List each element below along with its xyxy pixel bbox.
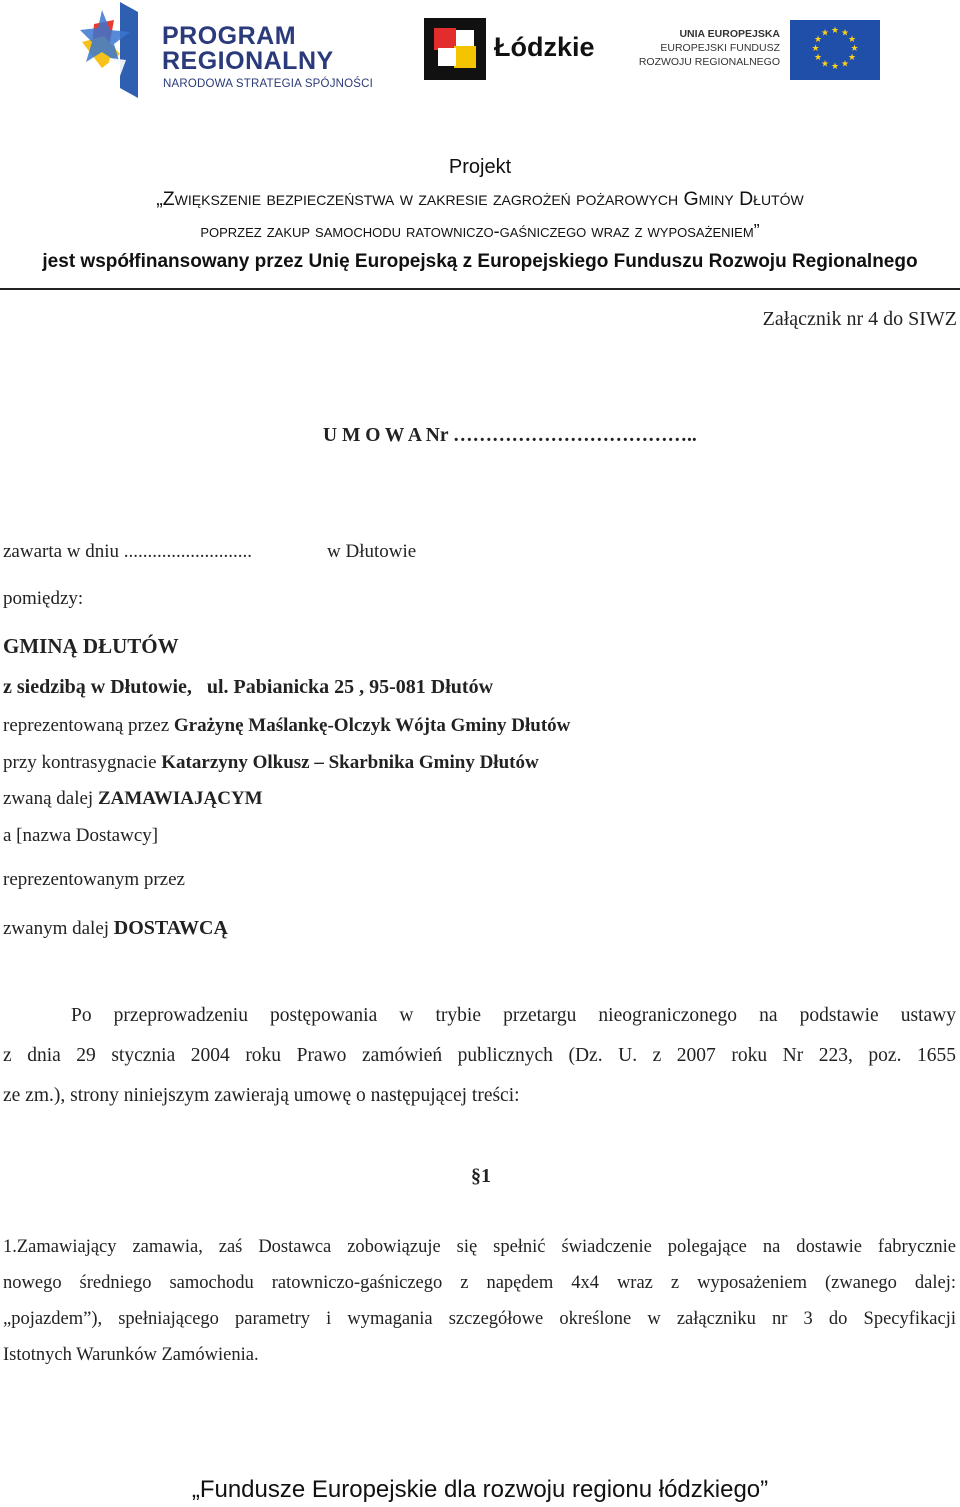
project-label: Projekt xyxy=(448,156,512,178)
between-label: pomiędzy: xyxy=(3,588,84,609)
svg-text:★: ★ xyxy=(811,44,820,54)
supplier-called-prefix: zwanym dalej xyxy=(3,918,114,939)
called-line xyxy=(3,788,263,810)
lodzkie-logo xyxy=(424,18,594,80)
party1-name: GMINĄ DŁUTÓW xyxy=(3,634,179,658)
countersign-line xyxy=(3,752,539,774)
cofinance-line: jest współfinansowany przez Unię Europejską z Europejskiego Funduszu Rozwoju Regionalnego xyxy=(42,251,918,272)
eu-flag-icon xyxy=(790,20,880,80)
program-text: PROGRAM xyxy=(162,22,297,50)
footer-slogan: „Fundusze Europejskie dla rozwoju regionu łódzkiego” xyxy=(191,1476,769,1503)
called-prefix: zwaną dalej xyxy=(3,788,98,809)
star-emblem-icon xyxy=(80,2,142,98)
called-name: ZAMAWIAJĄCYM xyxy=(97,788,263,809)
supplier-name: a [nazwa Dostawcy] xyxy=(3,825,159,846)
svg-text:★: ★ xyxy=(830,62,840,72)
concluded-date: zawarta w dniu ........................... xyxy=(3,541,253,562)
svg-text:★: ★ xyxy=(813,35,823,45)
svg-text:★: ★ xyxy=(820,28,830,39)
project-title-line1: „Zwiększenie bezpieczeństwa w zakresie zagrożeń pożarowych Gminy Dłutów xyxy=(156,188,804,210)
supplier-called-line xyxy=(3,917,228,940)
intro-line1: Po przeprowadzeniu postępowania w trybie przetargu nieograniczonego na podstawie ustawy xyxy=(71,1005,956,1026)
p1-line4: Istotnych Warunków Zamówienia. xyxy=(3,1345,259,1365)
svg-text:★: ★ xyxy=(820,59,830,70)
svg-text:★: ★ xyxy=(850,44,859,54)
contract-title: U M O W A Nr ……………………………….. xyxy=(323,425,697,446)
intro-line2: z dnia 29 stycznia 2004 roku Prawo zamówień publicznych (Dz. U. z 2007 roku Nr 223, poz. 1655 xyxy=(3,1045,956,1066)
countersign-name: Katarzyny Olkusz – Skarbnika Gminy Dłutów xyxy=(161,752,539,773)
project-title-line2: poprzez zakup samochodu ratowniczo-gaśniczego wraz z wyposażeniem” xyxy=(200,221,760,241)
rep-name: Grażynę Maślankę-Olczyk Wójta Gminy Dłutów xyxy=(173,715,571,736)
p1-line3: „pojazdem”), spełniającego parametry i wymagania szczegółowe określone w załączniku nr 3 do Specyfikacji xyxy=(3,1309,956,1329)
lodzkie-emblem-icon xyxy=(424,18,486,80)
p1-line2: nowego średniego samochodu ratowniczo-gaśniczego z napędem 4x4 wraz z wyposażeniem (zwanego dalej: xyxy=(3,1273,956,1293)
regionalny-text: REGIONALNY xyxy=(162,47,334,75)
svg-text:★: ★ xyxy=(840,59,850,70)
eu-logo xyxy=(638,20,884,82)
concluded-place: w Dłutowie xyxy=(327,541,417,562)
eu-line1: UNIA EUROPEJSKA xyxy=(679,28,780,40)
eu-line3: ROZWOJU REGIONALNEGO xyxy=(638,56,780,68)
svg-text:★: ★ xyxy=(847,53,857,63)
p1-line1: 1.Zamawiający zamawia, zaś Dostawca zobowiązuje się spełnić świadczenie polegające na dostawie fabrycznie xyxy=(3,1237,956,1257)
rep-prefix: reprezentowaną przez xyxy=(3,715,174,736)
svg-text:★: ★ xyxy=(847,35,857,45)
party1-seat: z siedzibą w Dłutowie, ul. Pabianicka 25 , 95-081 Dłutów xyxy=(3,676,494,698)
nss-text: NARODOWA STRATEGIA SPÓJNOŚCI xyxy=(163,78,374,90)
countersign-prefix: przy kontrasygnacie xyxy=(3,752,162,773)
svg-text:★: ★ xyxy=(830,26,840,36)
supplier-representative: reprezentowanym przez xyxy=(3,869,185,890)
svg-text:★: ★ xyxy=(840,28,850,39)
header-divider xyxy=(0,288,960,290)
intro-line3: ze zm.), strony niniejszym zawierają umowę o następującej treści: xyxy=(3,1085,520,1106)
program-regionalny-logo xyxy=(80,2,380,98)
attachment-label: Załącznik nr 4 do SIWZ xyxy=(762,308,957,330)
lodzkie-text: Łódzkie xyxy=(494,32,595,62)
eu-line2: EUROPEJSKI FUNDUSZ xyxy=(660,42,780,54)
section-heading: §1 xyxy=(471,1165,491,1187)
svg-text:★: ★ xyxy=(813,53,823,63)
representative-line xyxy=(3,715,570,737)
supplier-called-name: DOSTAWCĄ xyxy=(113,917,228,939)
